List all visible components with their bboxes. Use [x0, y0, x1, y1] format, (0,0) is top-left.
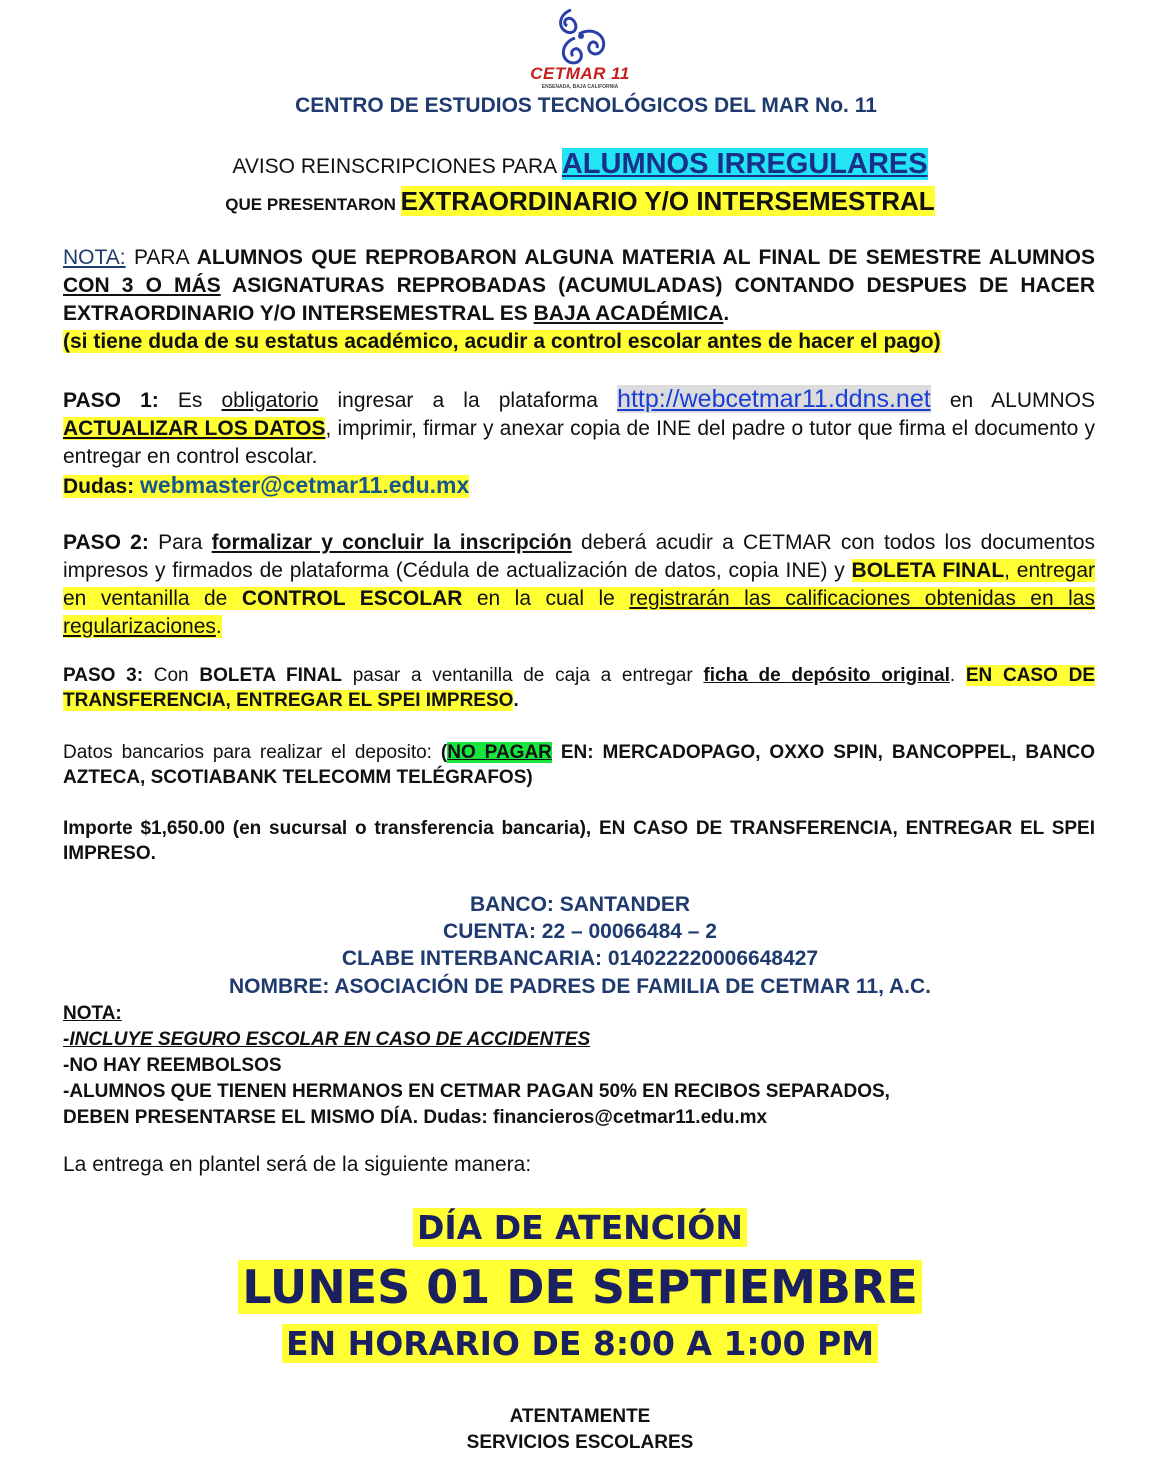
cetmar-logo-icon: [549, 6, 611, 66]
dudas-line: [63, 472, 470, 498]
paso1-text: en ALUMNOS: [930, 389, 1095, 412]
bank-nombre: NOMBRE: ASOCIACIÓN DE PADRES DE FAMILIA DE CETMAR 11, A.C.: [229, 975, 931, 998]
aviso2-prefix: QUE PRESENTARON: [225, 195, 401, 214]
logo-text: CETMAR 11: [530, 64, 630, 83]
paso3-label: PASO 3:: [63, 665, 144, 686]
paso2-label: PASO 2:: [63, 531, 149, 554]
aviso-line-1: [0, 148, 1160, 181]
signoff-servicios: SERVICIOS ESCOLARES: [466, 1432, 694, 1453]
paso2-text: registrarán las calificaciones obtenidas en las regularizaciones: [63, 587, 1095, 638]
paso1-text: , imprimir, firmar y anexar copia de INE del padre o tutor que firma el documento y entregar en control escolar.: [63, 417, 1095, 468]
paso3-text: BOLETA FINAL: [199, 665, 342, 686]
nota2-item: -INCLUYE SEGURO ESCOLAR EN CASO DE ACCIDENTES: [63, 1029, 591, 1050]
paso3-text: ficha de depósito original: [703, 665, 950, 686]
nota2-list: [63, 1001, 1095, 1131]
school-title: CENTRO DE ESTUDIOS TECNOLÓGICOS DEL MAR No. 11: [295, 94, 877, 117]
paso1-text: ACTUALIZAR LOS DATOS: [63, 417, 326, 440]
paso2-text: .: [215, 615, 222, 638]
platform-link[interactable]: http://webcetmar11.ddns.net: [617, 385, 931, 413]
paso1-paragraph: [63, 385, 1095, 501]
paso2-text: deberá acudir a CETMAR con todos los documentos impresos y firmados de plataforma (Cédula de actualización de datos, copia INE) y: [63, 531, 1096, 582]
datos-text: Datos bancarios para realizar el deposito:: [63, 742, 441, 763]
paso2-text: BOLETA FINAL: [851, 559, 1005, 582]
paso3-text: .: [513, 690, 519, 711]
paso1-label: PASO 1:: [63, 389, 159, 412]
nota-text: ALUMNOS QUE REPROBARON ALGUNA MATERIA AL FINAL DE SEMESTRE ALUMNOS: [196, 246, 1096, 269]
nota-text: BAJA ACADÉMICA: [533, 302, 724, 325]
paso2-text: CONTROL ESCOLAR: [241, 587, 463, 610]
bank-banco: BANCO: SANTANDER: [469, 893, 691, 916]
atencion-date: [0, 1252, 1160, 1322]
bank-clabe: CLABE INTERBANCARIA: 014022220006648427: [341, 947, 819, 970]
nota-text: .: [723, 302, 730, 325]
paso2-text: Para: [148, 531, 212, 554]
datos-text: (: [440, 742, 448, 763]
logo-subtitle: ENSENADA, BAJA CALIFORNIA: [541, 84, 619, 90]
nota-highlight: (si tiene duda de su estatus académico, acudir a control escolar antes de hacer el pago): [63, 330, 941, 353]
nota-text: ASIGNATURAS REPROBADAS (ACUMULADAS) CONTANDO DESPUES DE HACER EXTRAORDINARIO Y/O INTERSEMESTRAL ES: [63, 274, 1095, 325]
nota2-label: NOTA:: [63, 1003, 122, 1024]
nota-label: NOTA:: [63, 246, 126, 269]
paso2-text: en la cual le: [462, 587, 630, 610]
aviso-prefix: AVISO REINSCRIPCIONES PARA: [232, 155, 562, 178]
webmaster-email-link[interactable]: webmaster@cetmar11.edu.mx: [140, 472, 470, 498]
importe-paragraph: Importe $1,650.00 (en sucursal o transferencia bancaria), EN CASO DE TRANSFERENCIA, ENTREGAR EL SPEI IMPRESO.: [63, 818, 1095, 864]
paso1-text: obligatorio: [221, 389, 319, 412]
entrega-text: La entrega en plantel será de la siguiente manera:: [63, 1153, 532, 1176]
nota2-item: -ALUMNOS QUE TIENEN HERMANOS EN CETMAR PAGAN 50% EN RECIBOS SEPARADOS,: [63, 1081, 890, 1102]
paso2-text: , entregar en ventanilla de: [63, 559, 1095, 610]
paso1-text: ingresar a la plataforma: [318, 389, 618, 412]
nota-paragraph: [63, 244, 1095, 356]
signoff-atentamente: ATENTAMENTE: [509, 1406, 651, 1427]
paso3-text: Con: [143, 665, 200, 686]
aviso2-highlight: EXTRAORDINARIO Y/O INTERSEMESTRAL: [400, 186, 935, 216]
nota-text: PARA: [125, 246, 197, 269]
no-pagar-badge: NO PAGAR: [447, 742, 552, 763]
paso2-paragraph: [63, 529, 1095, 641]
atencion-title-text: DÍA DE ATENCIÓN: [413, 1208, 747, 1247]
paso2-text: formalizar y concluir la inscripción: [211, 531, 572, 554]
bank-cuenta: CUENTA: 22 – 00066484 – 2: [443, 920, 717, 943]
datos-bancarios-paragraph: [63, 740, 1095, 790]
paso3-paragraph: [63, 663, 1095, 713]
datos-text: EN: MERCADOPAGO, OXXO SPIN, BANCOPPEL, BANCO AZTECA, SCOTIABANK TELECOMM TELÉGRAFOS): [63, 742, 1096, 788]
atencion-hours: [0, 1320, 1160, 1368]
nota2-item: DEBEN PRESENTARSE EL MISMO DÍA. Dudas: financieros@cetmar11.edu.mx: [63, 1107, 768, 1128]
aviso-line-2: [0, 186, 1160, 217]
paso3-text: .: [949, 665, 966, 686]
atencion-hours-text: EN HORARIO DE 8:00 A 1:00 PM: [282, 1324, 878, 1363]
paso1-text: Es: [158, 389, 222, 412]
paso3-text: EN CASO DE TRANSFERENCIA, ENTREGAR EL SPEI IMPRESO: [63, 665, 1095, 711]
aviso-highlight: ALUMNOS IRREGULARES: [561, 148, 928, 180]
atencion-date-text: LUNES 01 DE SEPTIEMBRE: [238, 1260, 922, 1314]
atencion-title: [0, 1205, 1160, 1251]
nota-text: CON 3 O MÁS: [63, 274, 221, 297]
nota2-item: -NO HAY REEMBOLSOS: [63, 1055, 282, 1076]
paso3-text: pasar a ventanilla de caja a entregar: [341, 665, 704, 686]
dudas-label: Dudas:: [63, 475, 141, 498]
